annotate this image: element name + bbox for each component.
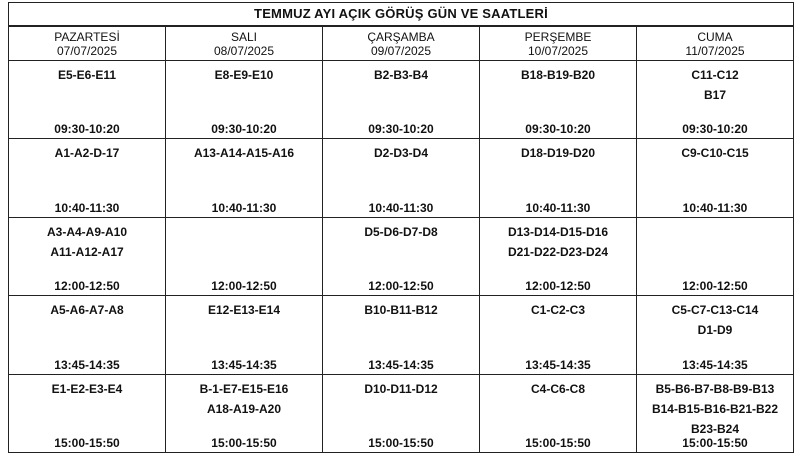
group-codes — [637, 143, 793, 163]
time-slot: 15:00-15:50 — [682, 436, 748, 450]
group-codes — [637, 300, 793, 340]
time-slot: 12:00-12:50 — [682, 279, 748, 294]
group-codes — [166, 379, 322, 419]
schedule-cell — [166, 296, 323, 374]
group-codes — [9, 222, 165, 262]
schedule-cell — [9, 139, 166, 217]
group-code-line: B17 — [703, 88, 726, 102]
group-code-line: B5-B6-B7-B8-B9-B13 — [655, 381, 775, 396]
schedule-cell — [637, 139, 794, 217]
table-row — [9, 296, 794, 374]
group-code-line: E8-E9-E10 — [214, 68, 274, 82]
table-row — [9, 374, 794, 452]
group-codes — [166, 65, 322, 85]
time-slot: 09:30-10:20 — [211, 122, 277, 137]
group-codes — [9, 300, 165, 320]
schedule-cell — [323, 139, 480, 217]
day-header — [9, 27, 166, 61]
time-slot: 09:30-10:20 — [525, 122, 591, 137]
schedule-cell — [323, 296, 480, 374]
group-codes — [637, 379, 793, 439]
day-name: ÇARŞAMBA — [367, 29, 435, 44]
schedule-cell — [9, 61, 166, 139]
group-code-line: A11-A12-A17 — [50, 244, 124, 259]
day-name: PERŞEMBE — [524, 29, 592, 44]
schedule-cell — [637, 61, 794, 139]
group-code-line: D10-D11-D12 — [364, 381, 438, 396]
time-slot: 12:00-12:50 — [525, 279, 591, 294]
time-slot: 10:40-11:30 — [525, 200, 591, 215]
group-code-line: B-1-E7-E15-E16 — [199, 381, 289, 396]
group-code-line: B10-B11-B12 — [364, 303, 438, 318]
group-code-line: A13-A14-A15-A16 — [193, 146, 295, 161]
schedule-cell — [637, 296, 794, 374]
day-date: 07/07/2025 — [56, 43, 118, 58]
schedule-cell — [323, 61, 480, 139]
group-codes — [166, 143, 322, 163]
group-codes — [480, 65, 636, 85]
time-slot: 15:00-15:50 — [368, 436, 434, 450]
group-codes — [9, 65, 165, 85]
time-slot: 12:00-12:50 — [368, 279, 434, 294]
schedule-cell — [480, 139, 637, 217]
schedule-cell — [323, 217, 480, 295]
group-codes — [323, 379, 479, 399]
group-codes — [166, 300, 322, 320]
group-code-line: C1-C2-C3 — [530, 303, 585, 318]
schedule-cell — [166, 217, 323, 295]
group-codes — [480, 143, 636, 163]
group-code-line: B14-B15-B16-B21-B22 — [651, 401, 779, 416]
schedule-cell — [166, 374, 323, 452]
schedule-body — [9, 61, 794, 453]
time-slot: 13:45-14:35 — [368, 357, 434, 372]
time-slot: 10:40-11:30 — [682, 200, 748, 215]
table-row — [9, 139, 794, 217]
time-slot: 10:40-11:30 — [211, 200, 277, 215]
group-code-line: A18-A19-A20 — [206, 401, 282, 416]
schedule-cell — [637, 217, 794, 295]
time-slot: 09:30-10:20 — [368, 122, 434, 137]
group-code-line: D1-D9 — [697, 323, 733, 338]
group-code-line: E1-E2-E3-E4 — [51, 381, 123, 396]
group-codes — [9, 379, 165, 399]
schedule-cell — [480, 217, 637, 295]
group-code-line: D2-D3-D4 — [373, 146, 428, 161]
time-slot: 15:00-15:50 — [211, 436, 277, 450]
table-row — [9, 217, 794, 295]
day-date: 09/07/2025 — [370, 43, 432, 58]
time-slot: 09:30-10:20 — [54, 122, 120, 137]
group-code-line: D13-D14-D15-D16 — [507, 224, 609, 239]
schedule-table — [8, 26, 794, 453]
day-header — [480, 27, 637, 61]
group-codes — [323, 222, 479, 242]
group-code-line: A3-A4-A9-A10 — [46, 224, 128, 239]
day-name: PAZARTESİ — [54, 29, 120, 44]
schedule-cell — [480, 374, 637, 452]
schedule-cell — [9, 374, 166, 452]
group-codes — [323, 143, 479, 163]
time-slot: 13:45-14:35 — [525, 357, 591, 372]
time-slot: 12:00-12:50 — [54, 279, 120, 294]
time-slot: 09:30-10:20 — [682, 122, 748, 137]
group-code-line: C11-C12 — [691, 68, 739, 82]
group-codes — [9, 143, 165, 163]
group-code-line: A1-A2-D-17 — [54, 146, 120, 161]
group-code-line: A5-A6-A7-A8 — [50, 303, 124, 318]
group-codes — [480, 379, 636, 399]
group-code-line: B23-B24 — [690, 421, 740, 436]
group-code-line: D21-D22-D23-D24 — [507, 244, 609, 259]
day-header — [637, 27, 794, 61]
day-header — [166, 27, 323, 61]
group-code-line: D5-D6-D7-D8 — [364, 224, 438, 239]
schedule-cell — [166, 139, 323, 217]
group-codes — [323, 65, 479, 85]
group-code-line: B2-B3-B4 — [373, 68, 428, 82]
schedule-cell — [480, 61, 637, 139]
schedule-cell — [480, 296, 637, 374]
group-codes — [480, 222, 636, 262]
day-date: 10/07/2025 — [527, 43, 589, 58]
group-code-line: E5-E6-E11 — [57, 68, 117, 82]
group-code-line: C4-C6-C8 — [530, 381, 585, 396]
day-name: CUMA — [697, 29, 733, 44]
time-slot: 13:45-14:35 — [211, 357, 277, 372]
schedule-cell — [166, 61, 323, 139]
time-slot: 12:00-12:50 — [211, 279, 277, 294]
time-slot: 15:00-15:50 — [525, 436, 591, 450]
group-code-line: B18-B19-B20 — [520, 68, 596, 82]
day-header — [323, 27, 480, 61]
schedule-cell — [9, 296, 166, 374]
page-title: TEMMUZ AYI AÇIK GÖRÜŞ GÜN VE SAATLERİ — [8, 2, 794, 26]
schedule-cell — [637, 374, 794, 452]
time-slot: 15:00-15:50 — [54, 436, 120, 450]
group-codes — [323, 300, 479, 320]
group-code-line: D18-D19-D20 — [520, 146, 596, 161]
table-row — [9, 61, 794, 139]
day-date: 11/07/2025 — [685, 43, 745, 58]
group-code-line: E12-E13-E14 — [207, 303, 281, 318]
schedule-cell — [323, 374, 480, 452]
group-codes — [480, 300, 636, 320]
header-row — [9, 27, 794, 61]
time-slot: 10:40-11:30 — [54, 200, 120, 215]
group-code-line: C5-C7-C13-C14 — [671, 303, 759, 318]
group-code-line: C9-C10-C15 — [681, 146, 749, 161]
schedule-cell — [9, 217, 166, 295]
group-codes — [637, 65, 793, 105]
day-date: 08/07/2025 — [213, 43, 275, 58]
time-slot: 10:40-11:30 — [368, 200, 434, 215]
time-slot: 13:45-14:35 — [682, 357, 748, 372]
time-slot: 13:45-14:35 — [54, 357, 120, 372]
day-name: SALI — [230, 29, 257, 44]
